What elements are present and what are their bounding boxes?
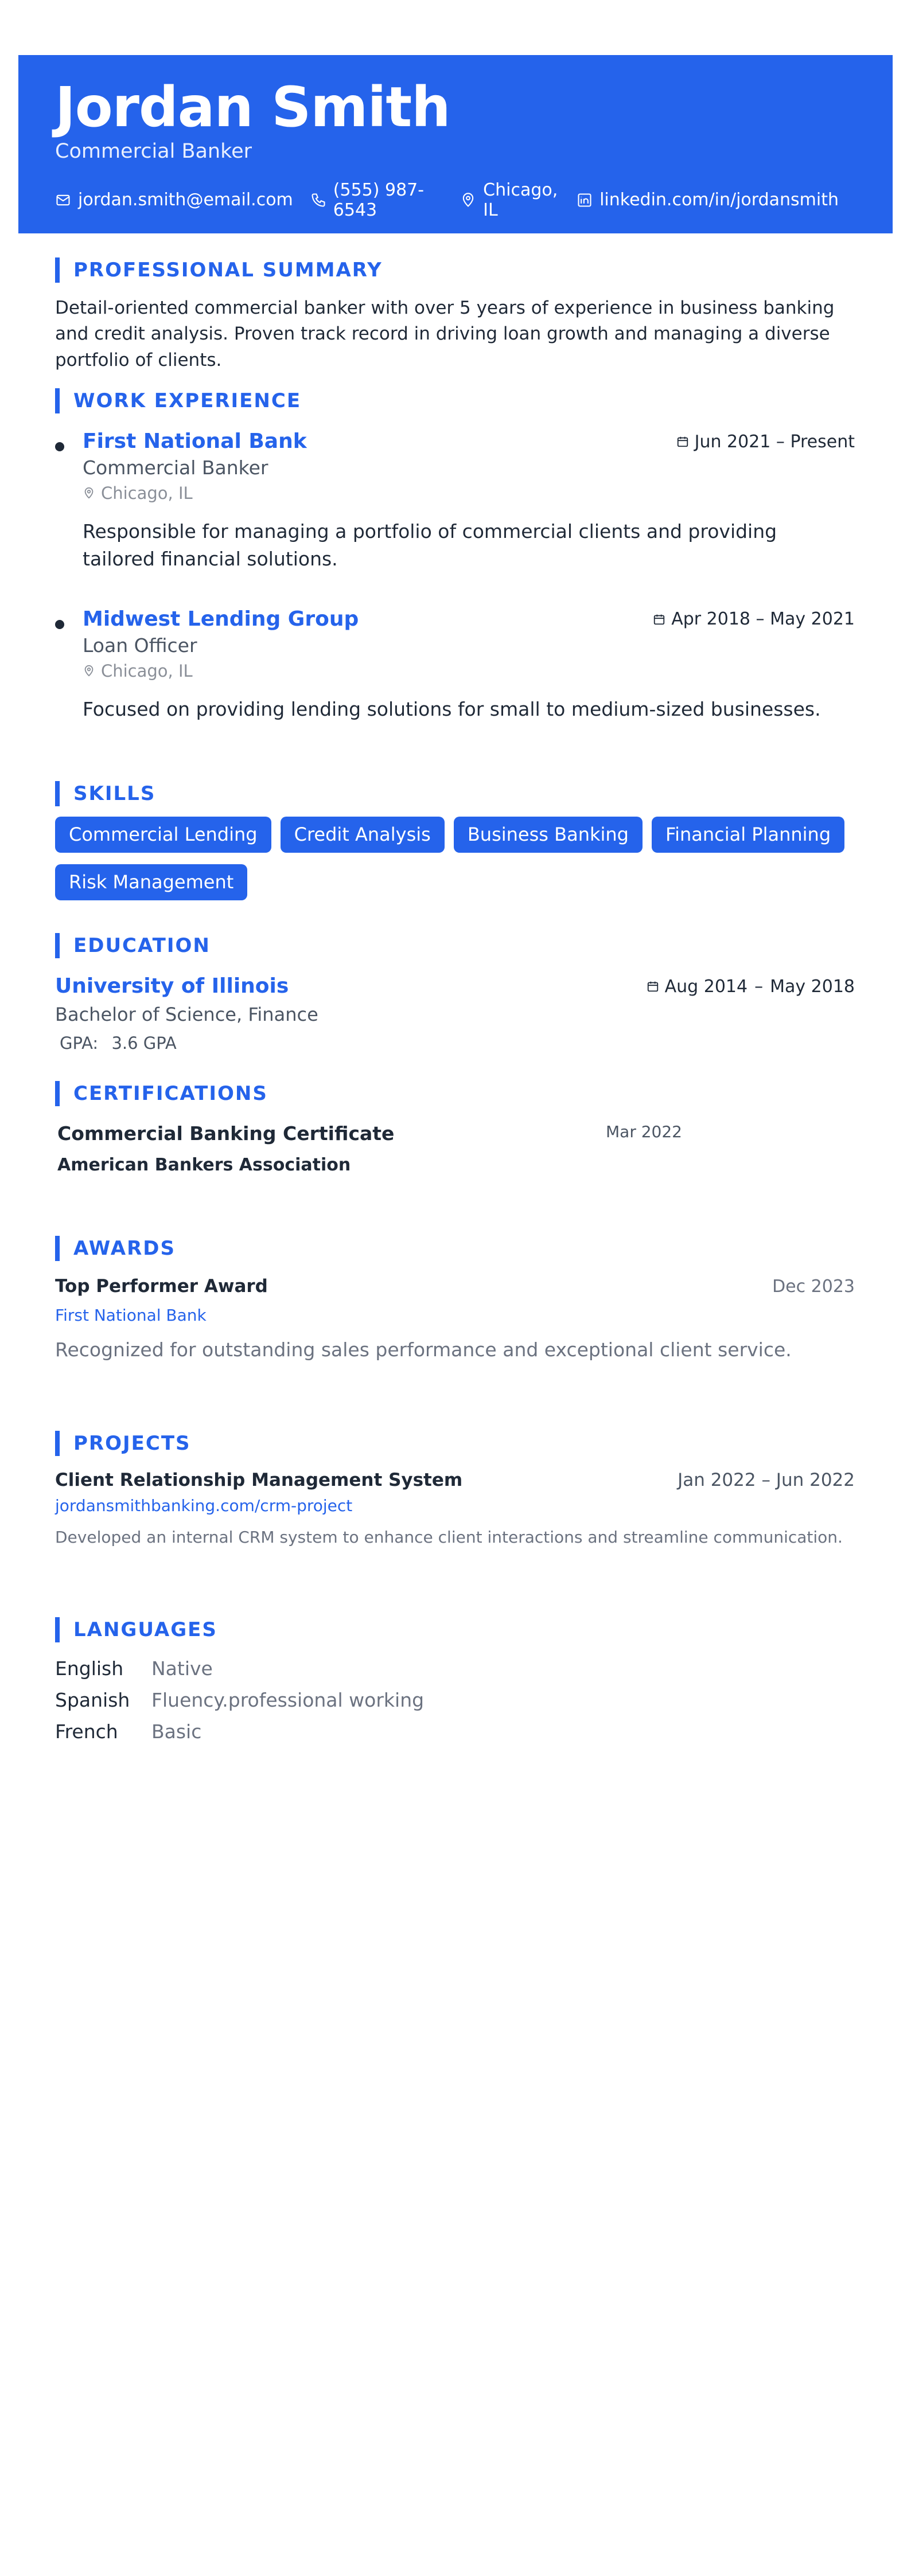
language-name: French xyxy=(55,1720,118,1743)
skill-chip: Credit Analysis xyxy=(281,817,445,853)
job-role: Loan Officer xyxy=(83,634,197,657)
education-start: Aug 2014 xyxy=(664,976,748,997)
mail-icon xyxy=(55,192,71,208)
candidate-title: Commercial Banker xyxy=(55,139,252,163)
section-accent-bar xyxy=(55,933,60,958)
project-description: Developed an internal CRM system to enhance client interactions and streamline communication. xyxy=(55,1528,843,1547)
contact-phone[interactable] xyxy=(310,180,443,220)
timeline-dot xyxy=(55,442,64,451)
section-accent-bar xyxy=(55,1617,60,1642)
language-name: Spanish xyxy=(55,1689,130,1711)
language-row xyxy=(55,1689,855,1711)
job-entry xyxy=(55,607,855,723)
award-description: Recognized for outstanding sales performance and exceptional client service. xyxy=(55,1338,792,1361)
project-dates: Jan 2022 – Jun 2022 xyxy=(678,1470,855,1490)
contact-linkedin[interactable] xyxy=(577,190,839,210)
job-description: Focused on providing lending solutions for small to medium-sized businesses. xyxy=(83,697,821,720)
job-dates xyxy=(653,609,855,629)
certification-issuer: American Bankers Association xyxy=(57,1155,351,1175)
section-title: WORK EXPERIENCE xyxy=(73,389,302,412)
calendar-icon xyxy=(653,613,665,626)
contact-email[interactable] xyxy=(55,190,293,210)
contact-location-text: Chicago, IL xyxy=(483,179,558,220)
section-heading-summary xyxy=(55,257,855,283)
certifications-section xyxy=(55,1081,855,1175)
section-accent-bar xyxy=(55,257,60,283)
job-dates-text: Apr 2018 – May 2021 xyxy=(671,609,855,630)
summary-text: Detail-oriented commercial banker with over 5 years of experience in business banking and credit analysis. Proven track record in driving loan growth and managing a diverse portfolio of clients. xyxy=(55,298,835,370)
job-dates-text: Jun 2021 – Present xyxy=(694,431,855,452)
contact-location xyxy=(460,180,559,220)
skills-list xyxy=(55,817,858,912)
section-accent-bar xyxy=(55,781,60,806)
section-title: PROFESSIONAL SUMMARY xyxy=(73,259,383,282)
project-title: Client Relationship Management System xyxy=(55,1470,463,1490)
awards-section xyxy=(55,1236,855,1361)
languages-section xyxy=(55,1617,855,1752)
skill-chip: Commercial Lending xyxy=(55,817,271,853)
map-pin-icon xyxy=(460,192,476,208)
section-accent-bar xyxy=(55,1431,60,1456)
map-pin-icon xyxy=(83,665,95,677)
language-level: Basic xyxy=(151,1720,202,1743)
calendar-icon xyxy=(647,980,659,993)
section-heading-skills xyxy=(55,781,855,806)
section-heading-education xyxy=(55,933,855,958)
section-title: AWARDS xyxy=(73,1237,176,1260)
contact-email-text: jordan.smith@email.com xyxy=(78,190,293,210)
job-company: First National Bank xyxy=(83,430,307,453)
map-pin-icon xyxy=(83,487,95,499)
section-title: EDUCATION xyxy=(73,934,211,957)
education-dates xyxy=(647,977,855,997)
section-heading-experience xyxy=(55,388,855,413)
projects-section xyxy=(55,1431,855,1547)
date-separator: – xyxy=(754,976,764,997)
job-entry xyxy=(55,430,855,573)
linkedin-icon xyxy=(577,192,593,208)
experience-section xyxy=(55,388,855,723)
education-school: University of Illinois xyxy=(55,974,289,998)
contact-linkedin-text: linkedin.com/in/jordansmith xyxy=(599,190,839,210)
job-location-text: Chicago, IL xyxy=(101,661,193,681)
language-level: Native xyxy=(151,1657,213,1680)
certification-name: Commercial Banking Certificate xyxy=(57,1122,395,1145)
job-location-text: Chicago, IL xyxy=(101,483,193,503)
language-row xyxy=(55,1657,855,1680)
contact-bar xyxy=(55,180,856,220)
skill-chip: Business Banking xyxy=(454,817,643,853)
section-title: LANGUAGES xyxy=(73,1618,217,1641)
job-description: Responsible for managing a portfolio of commercial clients and providing tailored financial solutions. xyxy=(83,520,777,570)
candidate-name: Jordan Smith xyxy=(55,75,450,139)
contact-phone-text: (555) 987-6543 xyxy=(333,179,425,220)
section-accent-bar xyxy=(55,1081,60,1106)
education-end: May 2018 xyxy=(770,976,855,997)
certification-date: Mar 2022 xyxy=(606,1122,682,1141)
gpa-label: GPA: xyxy=(60,1033,99,1053)
section-title: SKILLS xyxy=(73,782,156,805)
section-heading-awards xyxy=(55,1236,855,1261)
job-role: Commercial Banker xyxy=(83,456,268,479)
phone-icon xyxy=(310,192,326,208)
section-heading-projects xyxy=(55,1431,855,1456)
summary-section xyxy=(55,257,855,373)
language-row xyxy=(55,1720,855,1743)
section-title: CERTIFICATIONS xyxy=(73,1082,268,1105)
education-gpa xyxy=(55,1033,855,1053)
section-accent-bar xyxy=(55,1236,60,1261)
award-date: Dec 2023 xyxy=(772,1277,855,1297)
job-location xyxy=(83,483,855,503)
award-title: Top Performer Award xyxy=(55,1276,268,1297)
timeline-dot xyxy=(55,620,64,629)
skill-chip: Risk Management xyxy=(55,864,247,900)
language-level: Fluency.professional working xyxy=(151,1689,425,1711)
job-location xyxy=(83,661,855,681)
section-heading-certifications xyxy=(55,1081,855,1106)
job-dates xyxy=(676,432,855,452)
education-degree: Bachelor of Science, Finance xyxy=(55,1004,318,1025)
education-section xyxy=(55,933,855,1053)
section-accent-bar xyxy=(55,388,60,413)
section-heading-languages xyxy=(55,1617,855,1642)
skill-chip: Financial Planning xyxy=(652,817,844,853)
award-organization: First National Bank xyxy=(55,1306,207,1325)
skills-section xyxy=(55,781,855,912)
project-link[interactable]: jordansmithbanking.com/crm-project xyxy=(55,1496,353,1515)
section-title: PROJECTS xyxy=(73,1432,191,1455)
resume-header xyxy=(18,55,893,233)
job-company: Midwest Lending Group xyxy=(83,607,359,631)
language-name: English xyxy=(55,1657,124,1680)
gpa-value: 3.6 GPA xyxy=(111,1033,177,1053)
calendar-icon xyxy=(676,435,689,448)
